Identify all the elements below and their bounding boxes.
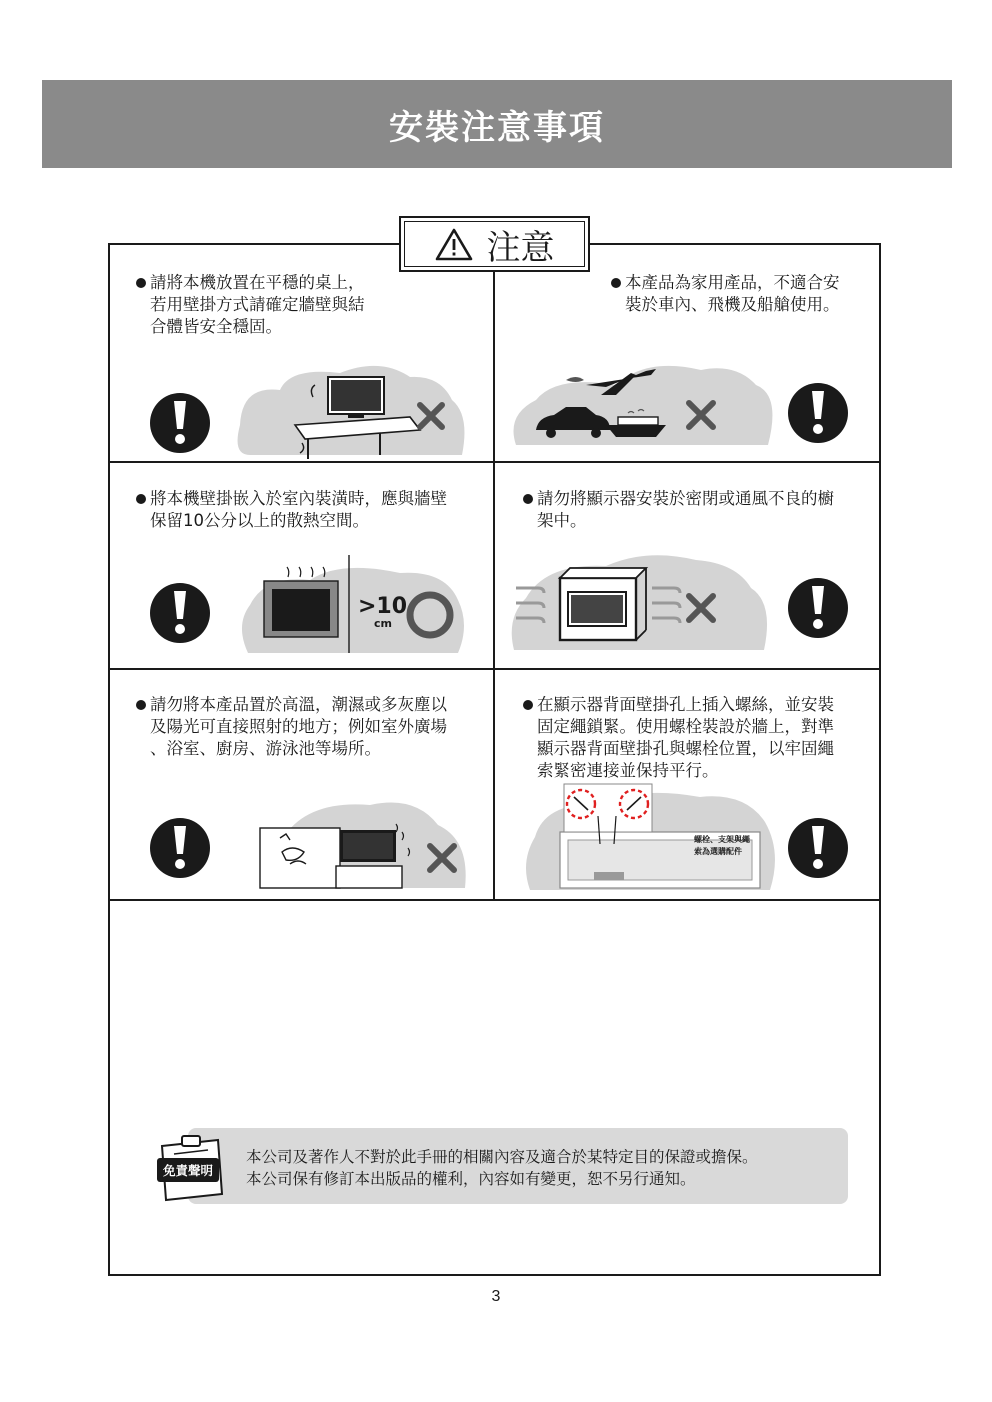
disclaimer-badge: 免責聲明 [157, 1158, 219, 1182]
notice-item-4: 請勿將顯示器安裝於密閉或通風不良的櫥 架中。 [523, 488, 834, 532]
notice-item-5: 請勿將本產品置於高溫，潮濕或多灰塵以 及陽光可直接照射的地方；例如室外廣場 、浴室、廚房、游泳池等場所。 [136, 694, 447, 760]
notice-item-6: 在顯示器背面壁掛孔上插入螺絲，並安裝 固定繩鎖緊。使用螺栓裝設於牆上，對準 顯示器背面壁掛孔與螺栓位置，以牢固繩 索緊密連接並保持平行。 [523, 694, 834, 782]
row-divider-2 [110, 668, 879, 670]
header-banner [42, 80, 952, 168]
warning-triangle-icon [435, 227, 473, 261]
scene-wall-mount-cord [520, 782, 860, 894]
exclamation-circle-icon [788, 578, 848, 638]
caution-label: 注意 [486, 227, 555, 268]
exclamation-circle-icon [788, 818, 848, 878]
notice-item-1: 請將本機放置在平穩的桌上， 若用壁掛方式請確定牆壁與結 合體皆安全穩固。 [136, 272, 365, 338]
distance-value: >10 [358, 594, 408, 619]
accessory-note: 螺栓、支架與繩 索為選購配件 [694, 835, 750, 856]
notice-item-2: 本產品為家用產品，不適合安 裝於車內、飛機及船艙使用。 [611, 272, 840, 316]
exclamation-circle-icon [150, 393, 210, 453]
row-divider-1 [110, 461, 879, 463]
scene-humid-places [140, 790, 470, 895]
scene-enclosed-cabinet [506, 548, 856, 658]
scene-vehicles [506, 345, 856, 455]
scene-wall-clearance [140, 555, 470, 660]
exclamation-circle-icon [150, 583, 210, 643]
distance-unit: cm [374, 617, 392, 630]
exclamation-circle-icon [788, 383, 848, 443]
disclaimer-text: 本公司及著作人不對於此手冊的相關內容及適合於某特定目的保證或擔保。 本公司保有修訂本出版品的權利，內容如有變更，恕不另行通知。 [246, 1148, 758, 1188]
caution-label-box [399, 216, 590, 272]
column-divider [493, 245, 495, 901]
page-number: 3 [491, 1288, 501, 1305]
notice-item-3: 將本機壁掛嵌入於室內裝潢時，應與牆壁 保留10公分以上的散熱空間。 [136, 488, 447, 532]
row-divider-3 [110, 899, 879, 901]
exclamation-circle-icon [150, 818, 210, 878]
disclaimer-box [148, 1128, 848, 1204]
page-title: 安裝注意事項 [389, 107, 605, 148]
scene-table-placement [140, 355, 470, 460]
